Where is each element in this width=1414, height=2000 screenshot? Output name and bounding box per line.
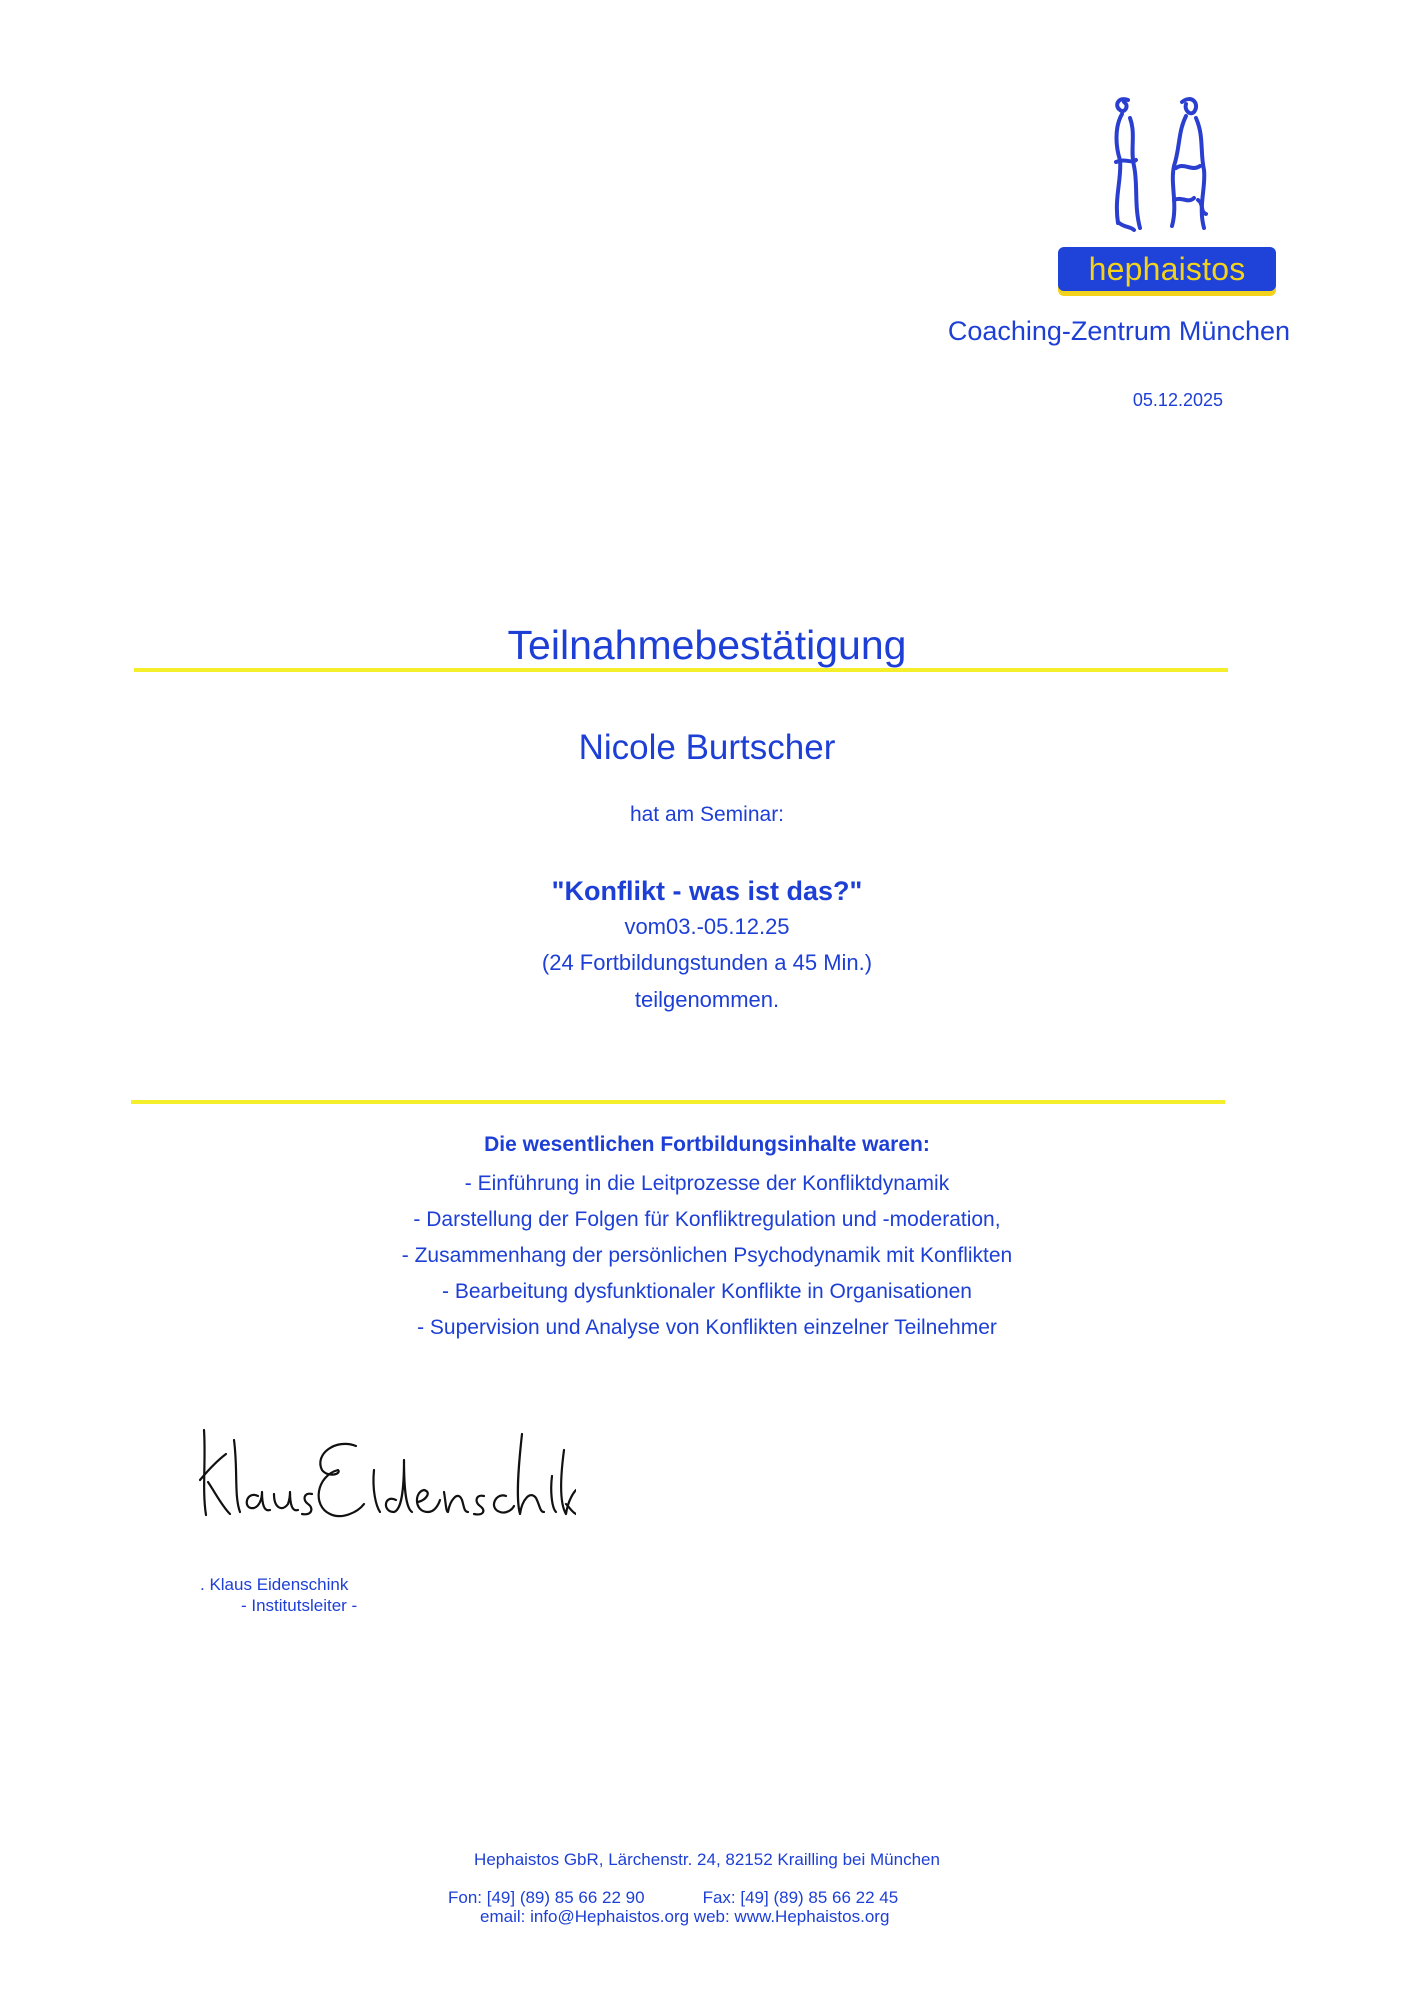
issue-date: 05.12.2025 xyxy=(1132,390,1223,410)
footer-fax: Fax: [49] (89) 85 66 22 45 xyxy=(702,1888,899,1907)
logo-wordmark: hephaistos xyxy=(1088,251,1246,287)
signer-name: . Klaus Eidenschink xyxy=(200,1575,349,1594)
list-item: - Bearbeitung dysfunktionaler Konflikte in Organisationen xyxy=(442,1280,972,1303)
contents-heading: Die wesentlichen Fortbildungsinhalte waren: xyxy=(484,1133,930,1156)
two-figures-logo-icon xyxy=(1100,88,1220,238)
seminar-title: "Konflikt - was ist das?" xyxy=(551,876,863,906)
footer-phone: Fon: [49] (89) 85 66 22 90 xyxy=(448,1888,645,1907)
participant-name: Nicole Burtscher xyxy=(578,728,836,767)
handwritten-signature xyxy=(196,1420,576,1530)
divider-top xyxy=(134,668,1228,672)
intro-line: hat am Seminar: xyxy=(629,803,785,826)
signer-role: - Institutsleiter - xyxy=(241,1596,358,1615)
footer-contact-numbers xyxy=(448,1888,1048,1908)
hephaistos-logo xyxy=(1058,247,1276,291)
seminar-hours: (24 Fortbildungstunden a 45 Min.) xyxy=(541,950,873,975)
list-item: - Supervision und Analyse von Konflikten einzelner Teilnehmer xyxy=(417,1316,997,1339)
certificate-title: Teilnahmebestätigung xyxy=(507,622,907,668)
contents-list xyxy=(0,1166,1414,1346)
closing-line: teilgenommen. xyxy=(634,987,780,1012)
seminar-dates: vom03.-05.12.25 xyxy=(624,914,790,939)
footer-email-web: email: info@Hephaistos.org web: www.Hephaistos.org xyxy=(480,1907,890,1926)
divider-bottom xyxy=(131,1100,1225,1104)
organization-subtitle: Coaching-Zentrum München xyxy=(947,316,1290,346)
list-item: - Einführung in die Leitprozesse der Konfliktdynamik xyxy=(464,1172,950,1195)
list-item: - Darstellung der Folgen für Konfliktregulation und -moderation, xyxy=(413,1208,1001,1231)
footer-address: Hephaistos GbR, Lärchenstr. 24, 82152 Krailling bei München xyxy=(474,1850,940,1869)
list-item: - Zusammenhang der persönlichen Psychodynamik mit Konflikten xyxy=(401,1244,1013,1267)
